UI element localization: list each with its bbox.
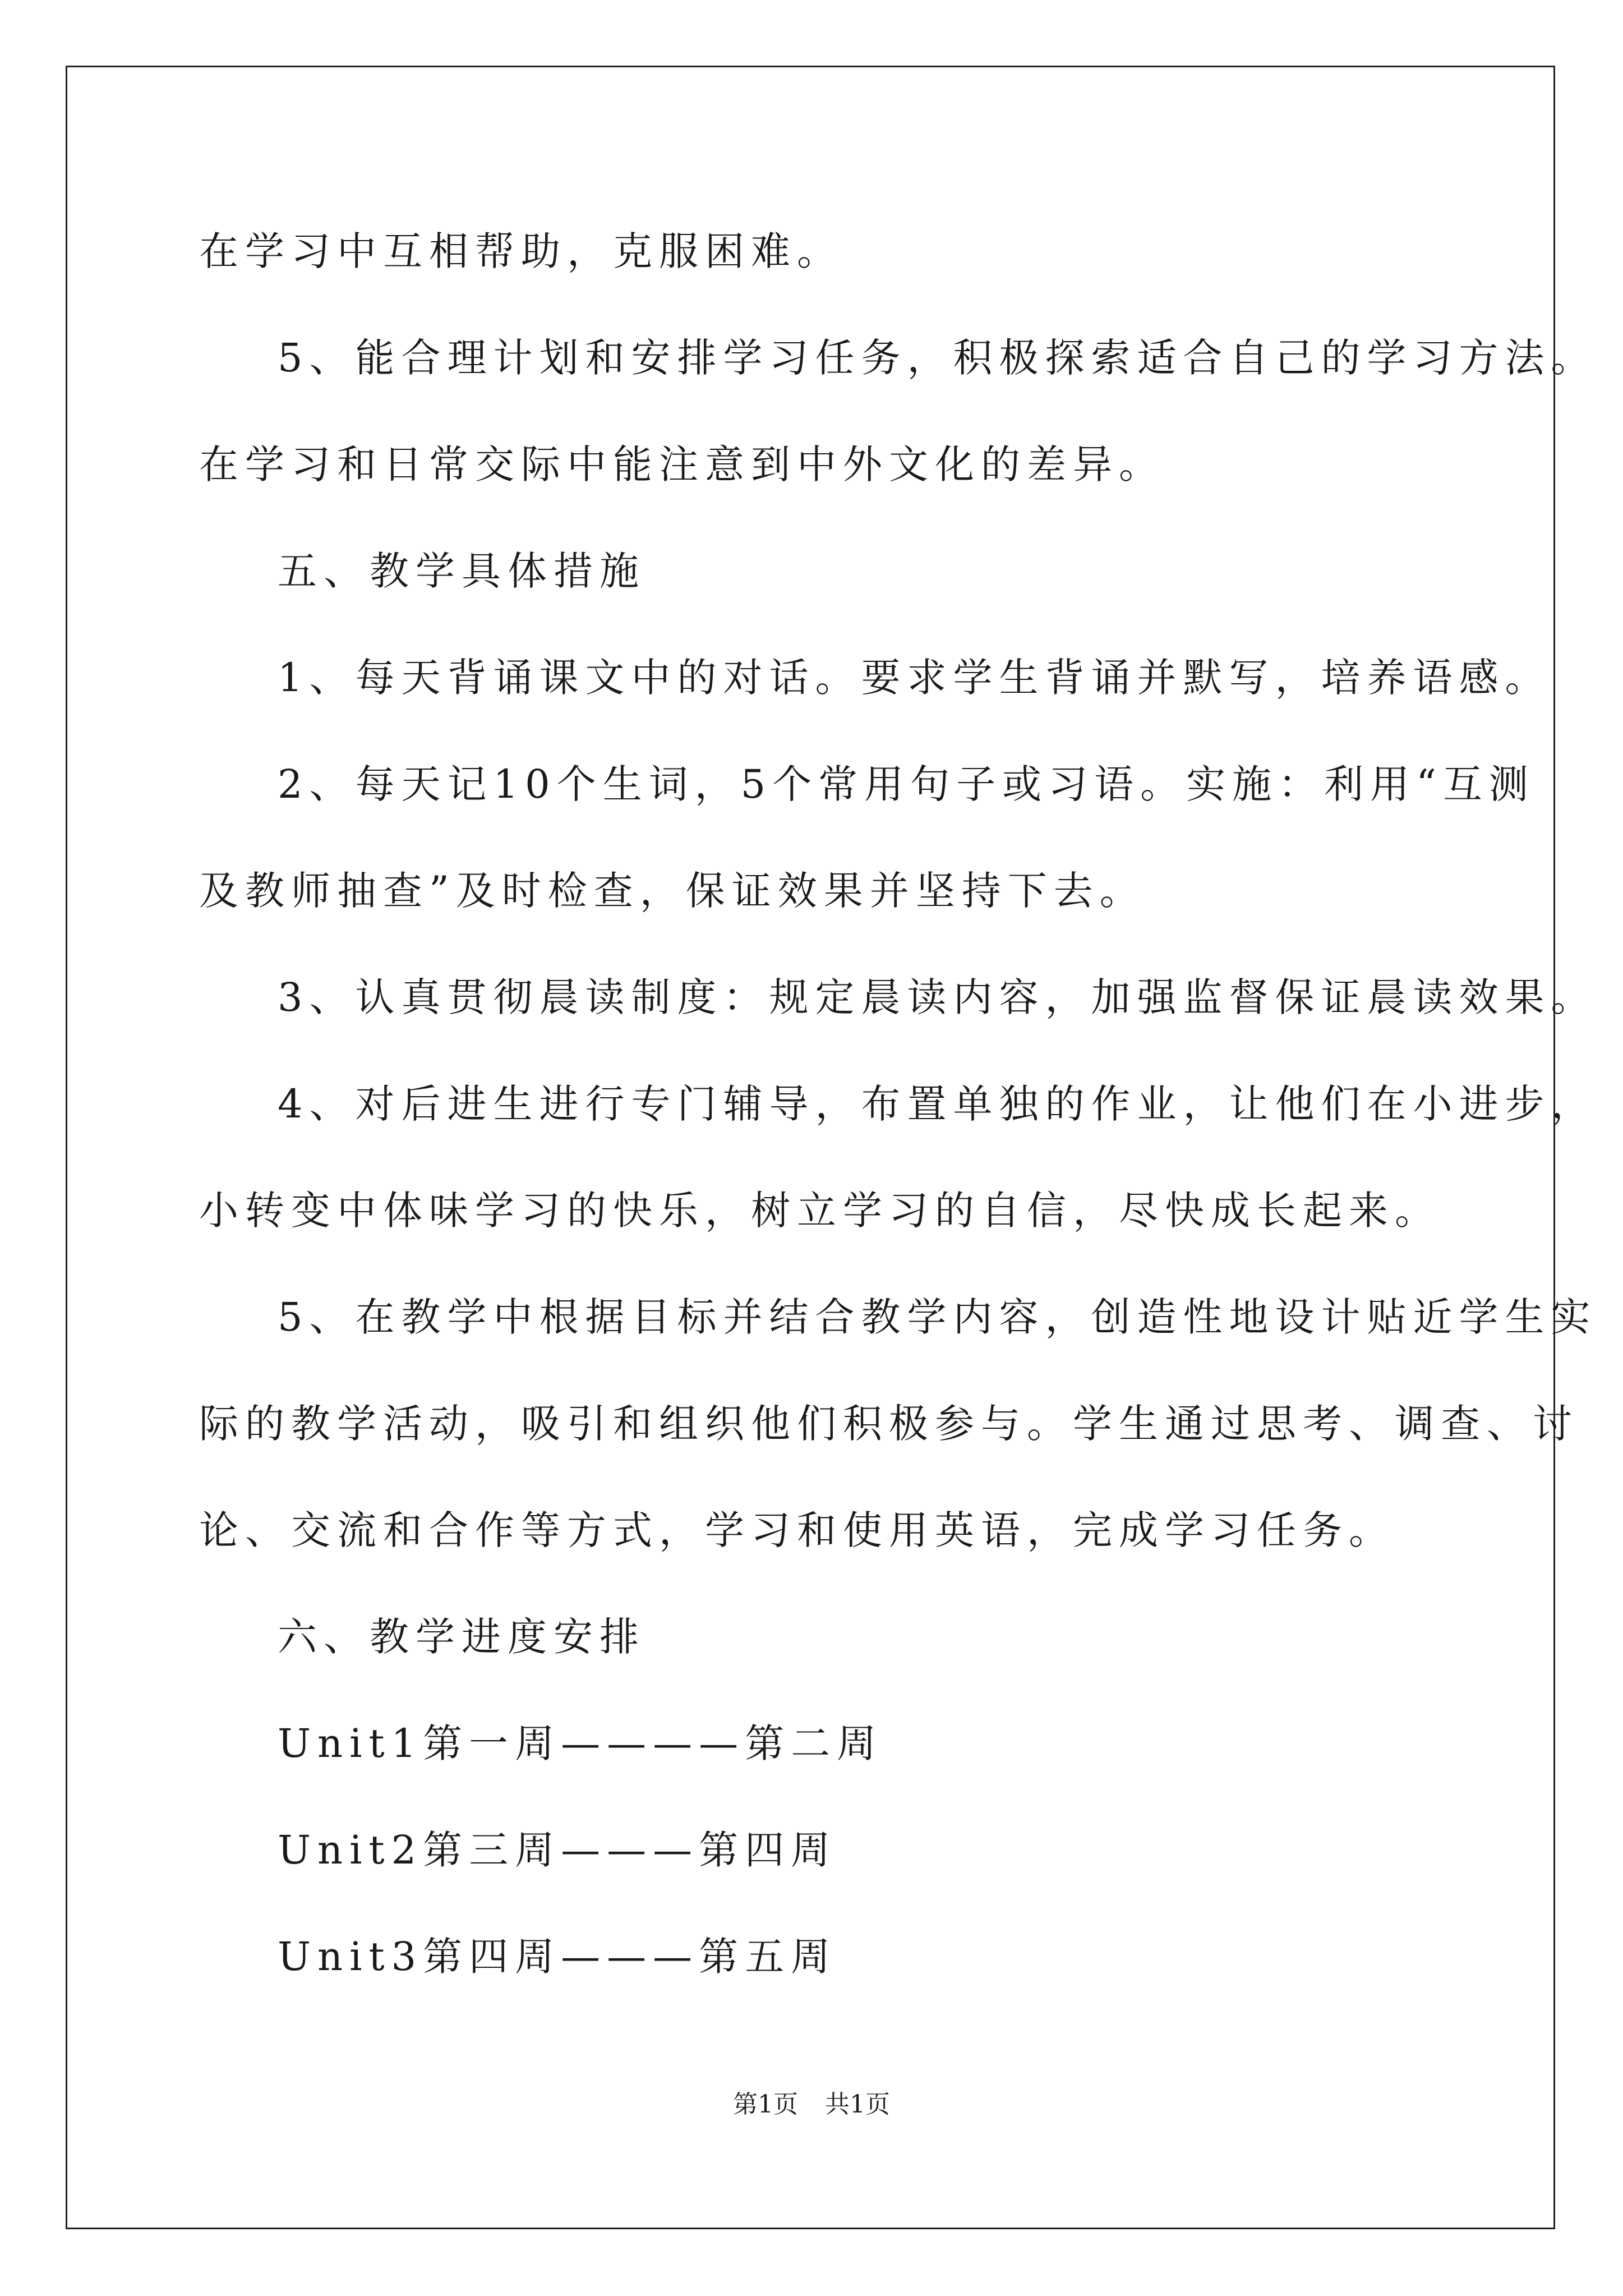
page-total: 共1页 <box>825 2090 890 2119</box>
schedule-line: Unit1第一周————第二周 <box>278 1720 883 1766</box>
schedule-line: Unit3第四周———第五周 <box>278 1934 837 1980</box>
paragraph-line: 3、认真贯彻晨读制度：规定晨读内容，加强监督保证晨读效果。 <box>278 974 1597 1020</box>
paragraph-line: 2、每天记10个生词，5个常用句子或习语。实施：利用“互测 <box>278 761 1535 807</box>
page-number: 第1页 <box>733 2090 798 2119</box>
section-heading: 五、教学具体措施 <box>278 548 645 594</box>
paragraph-line: 际的教学活动，吸引和组织他们积极参与。学生通过思考、调查、讨 <box>199 1401 1579 1447</box>
paragraph-line: 小转变中体味学习的快乐，树立学习的自信，尽快成长起来。 <box>199 1188 1441 1234</box>
paragraph-line: 论、交流和合作等方式，学习和使用英语，完成学习任务。 <box>199 1507 1395 1553</box>
paragraph-line: 在学习和日常交际中能注意到中外文化的差异。 <box>199 441 1165 487</box>
page-footer <box>0 2088 1623 2122</box>
paragraph-line: 及教师抽查”及时检查，保证效果并坚持下去。 <box>199 868 1146 914</box>
paragraph-line: 5、在教学中根据目标并结合教学内容，创造性地设计贴近学生实 <box>278 1294 1597 1340</box>
paragraph-line: 1、每天背诵课文中的对话。要求学生背诵并默写，培养语感。 <box>278 655 1551 701</box>
paragraph-line: 5、能合理计划和安排学习任务，积极探索适合自己的学习方法。 <box>278 335 1597 381</box>
section-heading: 六、教学进度安排 <box>278 1614 645 1660</box>
paragraph-line: 在学习中互相帮助，克服困难。 <box>199 228 843 274</box>
schedule-line: Unit2第三周———第四周 <box>278 1827 837 1873</box>
page-border <box>66 66 1555 2229</box>
paragraph-line: 4、对后进生进行专门辅导，布置单独的作业，让他们在小进步， <box>278 1081 1597 1127</box>
